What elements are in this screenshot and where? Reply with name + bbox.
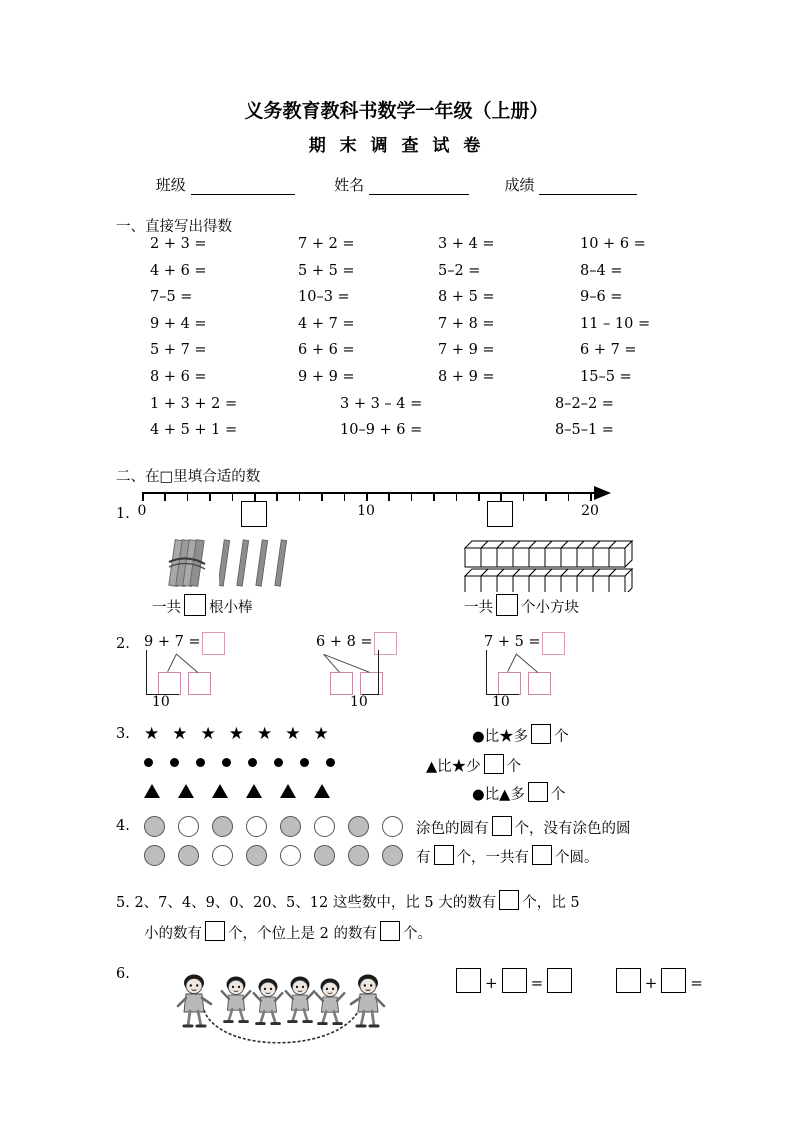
arithmetic-row [150,342,670,369]
arithmetic-problem[interactable]: 5 + 5 = [298,262,355,279]
numberline-tick [321,493,323,501]
q6-number: 6. [116,966,130,982]
numberline-tick [299,493,301,501]
numberline-tick [276,493,278,501]
child-jumper [316,978,345,1023]
arithmetic-problem[interactable]: 7–5 = [150,289,193,306]
arithmetic-problem[interactable]: 8–4 = [580,262,623,279]
decomp-part-box[interactable] [498,672,521,695]
arithmetic-problem[interactable]: 8 + 5 = [438,289,495,306]
cube-face [497,576,513,592]
decomp-part-box[interactable] [158,672,181,695]
q6-equations: + = + = [456,968,703,993]
cmp1-post: 个 [554,729,569,745]
score-label: 成绩 [504,176,535,194]
arithmetic-row [150,369,670,396]
child-rope-turner [178,975,211,1027]
arithmetic-problem[interactable]: 5–2 = [438,262,481,279]
child-rope-turner [351,975,384,1027]
arithmetic-grid [150,236,670,449]
page-subtitle: 期 末 调 查 试 卷 [308,136,485,156]
circle-row-2 [144,845,416,870]
star-icon: ★ [313,724,329,744]
question-1-numberline [116,486,676,532]
q5-text-c: 小的数有 [144,926,202,942]
q6-eq1-box-b[interactable] [502,968,527,993]
arithmetic-problem[interactable]: 10–3 = [298,289,350,306]
numberline-tick [366,493,368,501]
q5-box-greater[interactable] [499,890,519,910]
q4-text-a: 涂色的圆有 [416,821,489,837]
q6-eq1-box-a[interactable] [456,968,481,993]
q4-box-total[interactable] [532,845,552,865]
q4-text-c: 有 [416,850,431,866]
q4-text-b: 个，没有涂色的圆 [514,821,631,837]
cube-face [497,548,513,567]
arithmetic-row [150,236,670,263]
triangle-icon [246,784,262,798]
circle-filled [348,816,369,837]
cubes-label-after: 个小方块 [521,600,579,616]
compare-line-1 [472,724,569,746]
dot-icon [196,758,205,767]
numberline-tick [344,493,346,501]
arithmetic-problem[interactable]: 7 + 2 = [298,236,355,252]
decomp-leg-right [516,654,538,673]
cube-face [609,576,625,592]
circle-filled [382,845,403,866]
cmp2-answer-box[interactable] [484,754,504,774]
arithmetic-problem[interactable]: 7 + 9 = [438,342,495,359]
question-5-numbers [116,890,696,943]
q4-text-line-2 [416,845,599,867]
numberline-tick [568,493,570,501]
sticks-answer-box[interactable] [184,594,206,616]
numberline-tick [142,493,144,501]
ten-label: 10 [350,694,368,710]
cube-face [577,576,593,592]
decomp-result-box[interactable] [542,632,565,655]
jump-rope [204,1008,360,1043]
numberline-tick [164,493,166,501]
decomp-part-box[interactable] [360,672,383,695]
q6-eq2-box-b[interactable] [661,968,686,993]
sticks-label-before: 一共 [152,600,181,616]
decomp-leg-left [507,653,517,672]
arithmetic-problem[interactable]: 3 + 4 = [438,236,495,252]
sticks-total-line [152,594,253,617]
child-jumper [286,976,315,1021]
student-info-row [0,174,793,195]
cube-face [481,548,497,567]
arithmetic-problem[interactable]: 4 + 5 + 1 = [150,422,238,439]
arithmetic-problem[interactable]: 15–5 = [580,368,632,385]
q6-eq1-box-c[interactable] [547,968,572,993]
q5-box-onesdigit[interactable] [380,921,400,941]
numberline-tick [209,493,211,501]
triangle-row [144,782,348,801]
arithmetic-problem[interactable]: 8 + 6 = [150,368,207,385]
dot-icon [300,758,309,767]
numberline-tick [478,493,480,501]
circle-empty [178,816,199,837]
decomp-part-box[interactable] [330,672,353,695]
cube-face [593,576,609,592]
question-3-compare [116,724,696,808]
stick-bundle-icon [166,538,214,590]
arithmetic-problem[interactable]: 8–2–2 = [555,395,614,412]
circle-filled [348,845,369,866]
cube-face [577,548,593,567]
star-icon: ★ [172,724,188,744]
star-icon: ★ [257,724,273,744]
cube-face [513,548,529,567]
child-jumper [254,978,283,1023]
circle-filled [246,845,267,866]
arithmetic-problem[interactable]: 4 + 6 = [150,262,207,279]
decomp-leg-left [167,653,177,672]
numberline-tick [388,493,390,501]
arithmetic-problem[interactable]: 9 + 9 = [298,368,355,385]
arithmetic-problem[interactable]: 4 + 7 = [298,315,355,332]
child-jumper [222,976,251,1021]
cmp3-pre: ●比▲多 [472,787,525,803]
loose-sticks-icon [219,538,301,590]
score-blank[interactable] [539,180,637,195]
q5-text-b: 个，比 5 [522,895,580,911]
cube-face [529,548,545,567]
numberline-answer-box[interactable] [241,501,267,527]
circle-filled [212,816,233,837]
arithmetic-problem[interactable]: 8–5–1 = [555,422,614,439]
cube-face [593,548,609,567]
class-label: 班级 [155,176,186,194]
dot-icon [248,758,257,767]
arithmetic-problem[interactable]: 6 + 6 = [298,342,355,359]
ten-bracket-vertical [146,650,147,694]
decomp-expression: 6 + 8 = [316,634,373,650]
cmp1-pre: ●比★多 [472,729,529,745]
arithmetic-problem[interactable]: 1 + 3 + 2 = [150,395,238,412]
numberline-label: 10 [357,503,375,519]
circle-empty [246,816,267,837]
q5-text-a: 2、7、4、9、0、20、5、12 这些数中，比 5 大的数有 [134,895,497,911]
question-4-circles [116,816,696,880]
compare-line-3 [472,782,565,804]
star-icon: ★ [200,724,216,744]
cube-face [609,548,625,567]
arithmetic-problem[interactable]: 3 + 3 – 4 = [340,395,423,412]
dot-icon [326,758,335,767]
arithmetic-problem[interactable]: 9–6 = [580,289,623,306]
numberline-tick [545,493,547,501]
cube-face [561,548,577,567]
q3-number: 3. [116,726,130,742]
q4-box-colored[interactable] [492,816,512,836]
circle-empty [314,816,335,837]
q5-line-2 [144,921,696,943]
dot-icon [170,758,179,767]
arithmetic-row [150,289,670,316]
dot-icon [222,758,231,767]
numberline-tick [500,493,502,501]
arithmetic-row [150,263,670,290]
circle-empty [382,816,403,837]
q1-number: 1. [116,506,130,522]
page-title: 义务教育教科书数学一年级（上册） [244,100,549,122]
arithmetic-problem[interactable]: 11 – 10 = [580,315,651,332]
ten-label: 10 [152,694,170,710]
numberline-tick [254,493,256,501]
q5-text-e: 个。 [402,926,432,942]
numberline-tick [456,493,458,501]
q4-text-d: 个，一共有 [456,850,529,866]
cmp3-answer-box[interactable] [528,782,548,802]
dot-icon [144,758,153,767]
q5-box-less[interactable] [205,921,225,941]
triangle-icon [144,784,160,798]
cubes-label-before: 一共 [464,600,493,616]
sticks-label-after: 根小棒 [209,600,253,616]
numberline-tick [433,493,435,501]
cmp3-post: 个 [550,787,566,803]
circle-filled [178,845,199,866]
circle-filled [144,845,165,866]
cmp1-answer-box[interactable] [531,724,551,744]
decomp-leg-right [176,654,198,673]
circle-row-1 [144,816,416,841]
arithmetic-problem[interactable]: 2 + 3 = [150,236,207,252]
circle-filled [144,816,165,837]
decomp-expression: 9 + 7 = [144,634,201,650]
cube-face [465,548,481,567]
cmp2-post: 个 [506,759,522,775]
q5-line-1 [116,890,696,912]
triangle-icon [280,784,296,798]
cube-face [513,576,529,592]
q5-text-d: 个，个位上是 2 的数有 [228,926,377,942]
circle-filled [280,816,301,837]
make-ten-diagram [316,632,491,710]
circle-empty [280,845,301,866]
class-blank[interactable] [191,180,295,195]
name-label: 姓名 [334,176,365,194]
q4-number: 4. [116,818,130,834]
q4-text-line-1 [416,816,631,838]
q6-eq2-box-a[interactable] [616,968,641,993]
ten-label: 10 [492,694,510,710]
triangle-icon [178,784,194,798]
children-jumping-rope-illustration [164,962,394,1050]
ten-bracket-vertical [378,650,379,694]
decomp-result-box[interactable] [202,632,225,655]
star-row [144,724,342,743]
arithmetic-problem[interactable]: 10 + 6 = [580,236,646,252]
cube-face [545,548,561,567]
cube-face [561,576,577,592]
cubes-total-line [464,594,579,617]
cube-face [545,576,561,592]
triangle-icon [314,784,330,798]
cubes-answer-box[interactable] [496,594,518,616]
decomp-part-box[interactable] [528,672,551,695]
q1-manipulatives [116,534,696,618]
arithmetic-row [150,422,670,449]
numberline-label: 20 [581,503,599,519]
star-icon: ★ [285,724,301,744]
numberline-tick [232,493,234,501]
star-icon: ★ [228,724,244,744]
ten-bracket-vertical [486,650,487,694]
q5-number: 5. [116,895,130,911]
triangle-icon [212,784,228,798]
section-2-heading: 二、在□里填合适的数 [116,469,261,485]
section-1-heading: 一、直接写出得数 [116,219,232,235]
decomp-expression: 7 + 5 = [484,634,541,650]
numberline-tick [523,493,525,501]
cube-face [465,576,481,592]
numberline-answer-box[interactable] [487,501,513,527]
q2-number: 2. [116,636,130,652]
cube-rods-icon [461,536,661,592]
question-2-decompositions [116,632,696,710]
numberline-tick [590,493,592,501]
make-ten-diagram [144,632,319,710]
arithmetic-row [150,396,670,423]
arithmetic-problem[interactable]: 5 + 7 = [150,342,207,359]
star-icon: ★ [144,724,160,744]
arithmetic-problem[interactable]: 6 + 7 = [580,342,637,359]
q4-text-e: 个圆。 [555,850,599,866]
circle-filled [314,845,335,866]
q4-box-uncolored[interactable] [434,845,454,865]
circle-empty [212,845,233,866]
question-6-jumprope [116,962,703,1052]
make-ten-diagram [484,632,659,710]
numberline-arrow-icon [594,486,611,500]
numberline-tick [187,493,189,501]
arithmetic-row [150,316,670,343]
dot-row [144,754,352,773]
arithmetic-problem[interactable]: 9 + 4 = [150,315,207,332]
cmp2-pre: ▲比★少 [426,759,481,775]
compare-line-2 [426,754,521,776]
numberline-label: 0 [137,503,147,519]
arithmetic-problem[interactable]: 7 + 8 = [438,315,495,332]
cube-face [481,576,497,592]
numberline-tick [411,493,413,501]
cube-face [529,576,545,592]
name-blank[interactable] [369,180,469,195]
arithmetic-problem[interactable]: 8 + 9 = [438,368,495,385]
decomp-part-box[interactable] [188,672,211,695]
dot-icon [274,758,283,767]
arithmetic-problem[interactable]: 10–9 + 6 = [340,422,423,439]
